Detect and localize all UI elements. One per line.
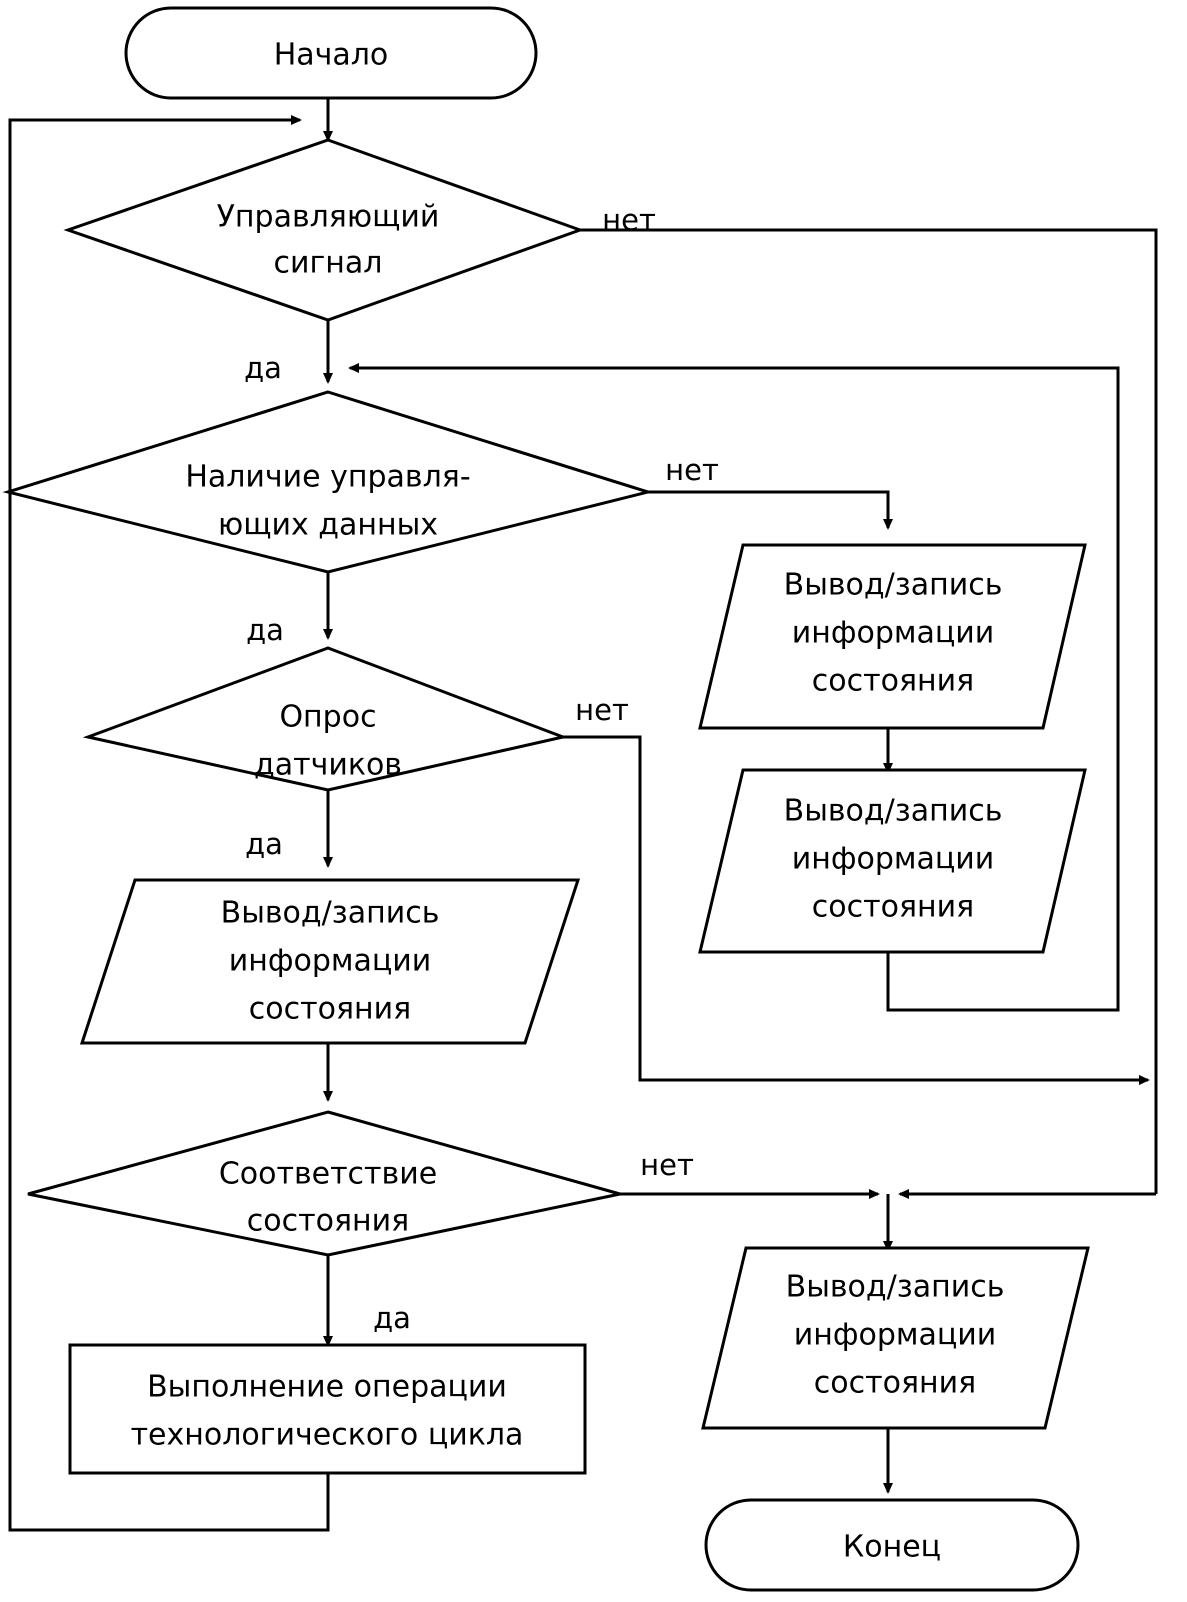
node-io1-line1: Вывод/запись [783,567,1003,603]
node-decision-state-match[interactable] [28,1112,620,1255]
node-start[interactable] [126,8,536,98]
node-decision-sensors-poll[interactable] [88,648,563,790]
node-d3-label-line1: Опрос [279,699,377,735]
node-io4-line3: состояния [813,1365,977,1401]
node-io2-line3: состояния [811,889,975,925]
node-io4-line1: Вывод/запись [785,1269,1005,1305]
node-io-status-output-3[interactable] [82,880,578,1043]
node-d4-label-line1: Соответствие [218,1156,438,1192]
node-io1-line3: состояния [811,663,975,699]
node-decision-control-data[interactable] [8,392,648,572]
edge-label-d1-yes: да [244,351,282,385]
node-proc1-line2: технологического цикла [130,1417,524,1453]
node-process-tech-cycle[interactable] [70,1345,585,1473]
edge-label-d1-no: нет [602,203,656,237]
edge-loop-back-to-d1 [10,120,328,1530]
edge-label-d2-yes: да [246,613,284,647]
edge-label-d3-no: нет [575,693,629,727]
edge-label-d4-no: нет [640,1148,694,1182]
node-io1-line2: информации [791,615,995,651]
node-io3-line3: состояния [248,991,412,1027]
node-io-status-output-1[interactable] [700,545,1085,728]
node-proc1-line1: Выполнение операции [147,1369,507,1405]
node-io3-line2: информации [228,943,432,979]
node-d3-label-line2: датчиков [254,747,402,783]
node-io2-line2: информации [791,841,995,877]
node-io2-line1: Вывод/запись [783,793,1003,829]
node-io3-line1: Вывод/запись [220,895,440,931]
node-d4-label-line2: состояния [246,1203,410,1239]
node-d1-label-line2: сигнал [273,245,383,281]
node-end-label: Конец [842,1529,942,1565]
node-d1-label-line1: Управляющий [216,199,440,235]
node-io-status-output-2[interactable] [700,770,1085,952]
node-start-label: Начало [273,37,389,73]
edge-d2-no [648,492,888,528]
node-io4-line2: информации [793,1317,997,1353]
edge-label-d2-no: нет [665,453,719,487]
node-decision-control-signal[interactable] [68,140,580,320]
edge-label-d3-yes: да [245,827,283,861]
node-d2-label-line2: ющих данных [217,507,439,543]
node-end[interactable] [706,1500,1078,1590]
node-d2-label-line1: Наличие управля- [185,459,471,495]
edge-label-d4-yes: да [373,1301,411,1335]
node-io-status-output-4[interactable] [703,1248,1088,1428]
